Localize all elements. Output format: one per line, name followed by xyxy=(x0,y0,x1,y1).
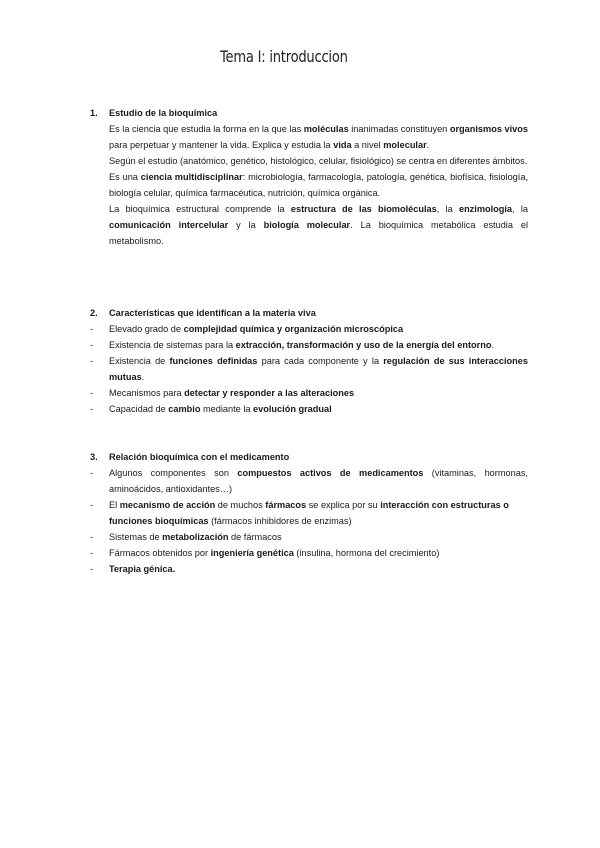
bold-run: biología molecular xyxy=(263,220,351,230)
page-title: Tema I: introduccion xyxy=(220,47,348,66)
list-item xyxy=(90,353,528,385)
bold-run: interacción con estructuras o funciones bioquímicas xyxy=(109,500,509,526)
bold-run: regulación de sus interacciones mutuas xyxy=(109,356,529,382)
text-run: (insulina, hormona del crecimiento) xyxy=(293,548,440,558)
bold-run: detectar y responder a las alteraciones xyxy=(184,388,355,398)
bold-run: cambio xyxy=(168,404,201,414)
text-run: Existencia de sistemas para la xyxy=(109,340,236,350)
text-run: Existencia de xyxy=(109,356,170,366)
paragraph xyxy=(109,201,528,249)
text-run: . xyxy=(491,340,495,350)
bold-run: compuestos activos de medicamentos xyxy=(237,468,424,478)
bold-run: extracción, transformación y uso de la energía del entorno xyxy=(235,340,492,350)
section-heading xyxy=(90,449,528,465)
list-item xyxy=(90,321,528,337)
list-item xyxy=(90,385,528,401)
section-estudio xyxy=(90,105,528,249)
text-run: mediante la xyxy=(200,404,254,414)
paragraph xyxy=(109,169,528,201)
text-run: : microbiología, farmacología, patología, genética, biofísica, fisiología, biología celular, química farmacéutica, nutrición, química orgánica. xyxy=(109,172,528,198)
section-number: 1. xyxy=(90,108,98,118)
list-item xyxy=(90,465,528,497)
section-number: 3. xyxy=(90,452,98,462)
section-medicamento xyxy=(90,449,528,577)
text-run: . xyxy=(426,140,430,150)
text-run: Sistemas de xyxy=(109,532,163,542)
paragraph: Según el estudio (anatómico, genético, histológico, celular, fisiológico) se centra en diferentes ámbitos. xyxy=(109,156,528,166)
section-caracteristicas xyxy=(90,305,528,417)
bold-run: enzimología xyxy=(458,204,513,214)
list-item xyxy=(90,561,528,577)
bullet-dash: - xyxy=(90,468,94,478)
text-run: y la xyxy=(228,220,264,230)
text-run: (vitaminas, hormonas, aminoácidos, antioxidantes…) xyxy=(109,468,528,494)
bold-run: comunicación intercelular xyxy=(109,220,229,230)
text-run: se explica por su xyxy=(306,500,381,510)
bold-run: estructura de las biomoléculas xyxy=(290,204,437,214)
text-run: . xyxy=(141,372,145,382)
bold-run: molecular xyxy=(383,140,427,150)
list-item xyxy=(90,529,528,545)
bold-run: organismos vivos xyxy=(449,124,528,134)
section-title: Relación bioquímica con el medicamento xyxy=(109,452,290,462)
text-run: de fármacos xyxy=(228,532,282,542)
bullet-dash: - xyxy=(90,356,94,366)
bold-run: funciones definidas xyxy=(169,356,258,366)
bold-run: Terapia génica. xyxy=(109,564,176,574)
section-heading xyxy=(90,105,528,121)
bold-run: vida xyxy=(333,140,352,150)
bullet-dash: - xyxy=(90,404,94,414)
text-run: para perpetuar y mantener la vida. Explica y estudia la xyxy=(109,140,334,150)
list-item xyxy=(90,497,528,529)
bold-run: ingeniería genética xyxy=(210,548,294,558)
bullet-dash: - xyxy=(90,500,94,510)
text-run: Es la ciencia que estudia la forma en la que las xyxy=(109,124,304,134)
text-run: (fármacos inhibidores de enzimas) xyxy=(208,516,352,526)
bold-run: fármacos xyxy=(265,500,307,510)
text-run: Es una xyxy=(109,172,141,182)
bold-run: complejidad química y organización microscópica xyxy=(183,324,404,334)
text-run: Capacidad de xyxy=(109,404,169,414)
list-item xyxy=(90,545,528,561)
text-run: Elevado grado de xyxy=(109,324,184,334)
bullet-dash: - xyxy=(90,548,94,558)
text-run: El xyxy=(109,500,120,510)
section-heading xyxy=(90,305,528,321)
text-run: para cada componente y la xyxy=(257,356,384,366)
list-item xyxy=(90,337,528,353)
bold-run: mecanismo de acción xyxy=(119,500,216,510)
bullet-dash: - xyxy=(90,564,94,574)
bullet-dash: - xyxy=(90,532,94,542)
bold-run: metabolización xyxy=(162,532,229,542)
text-run: Fármacos obtenidos por xyxy=(109,548,211,558)
text-run: , la xyxy=(512,204,528,214)
text-run: La bioquímica estructural comprende la xyxy=(109,204,291,214)
text-run: de muchos xyxy=(215,500,266,510)
bullet-dash: - xyxy=(90,340,94,350)
section-title: Características que identifican a la materia viva xyxy=(109,308,316,318)
text-run: inanimadas constituyen xyxy=(348,124,450,134)
bold-run: moléculas xyxy=(303,124,349,134)
bold-run: evolución gradual xyxy=(253,404,332,414)
text-run: Algunos componentes son xyxy=(109,468,238,478)
text-run: Mecanismos para xyxy=(109,388,185,398)
list-item xyxy=(90,401,528,417)
text-run: a nivel xyxy=(351,140,384,150)
bullet-dash: - xyxy=(90,324,94,334)
text-run: , la xyxy=(436,204,459,214)
text-run: . La bioquímica metabólica estudia el metabolismo. xyxy=(109,220,529,246)
bullet-dash: - xyxy=(90,388,94,398)
section-title: Estudio de la bioquímica xyxy=(109,108,218,118)
paragraph xyxy=(109,121,528,153)
bold-run: ciencia multidisciplinar xyxy=(140,172,243,182)
section-number: 2. xyxy=(90,308,98,318)
